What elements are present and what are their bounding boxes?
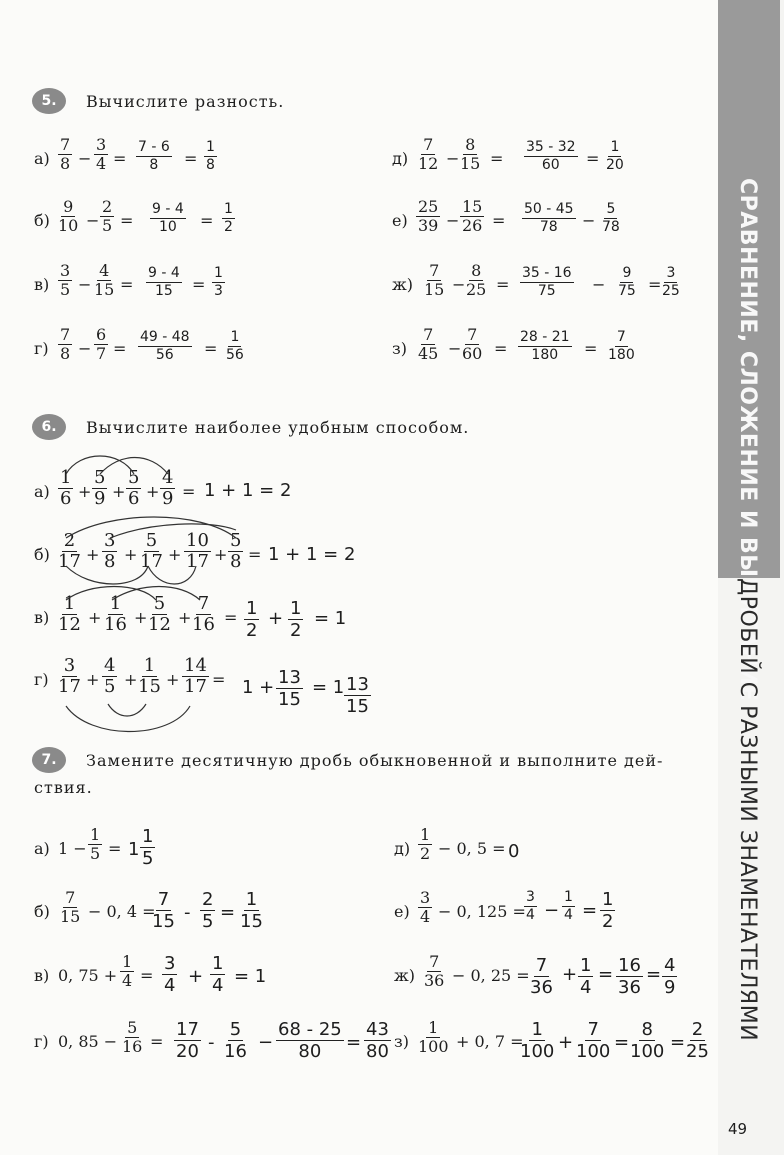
handwritten-answer: = 1 bbox=[314, 608, 347, 629]
fraction: $\frac{4}{9}$ bbox=[162, 467, 174, 509]
fraction: $\frac{7}{15}$ bbox=[424, 261, 445, 299]
fraction: $\frac{3}{5}$ bbox=[60, 261, 71, 299]
handwritten-fraction: $\frac{9}{75}$ bbox=[618, 265, 636, 299]
task-5-badge: 5. bbox=[32, 88, 66, 114]
handwritten-result: $\frac{1}{3}$ bbox=[214, 265, 223, 299]
fraction: $\frac{3}{8}$ bbox=[104, 530, 116, 572]
label: е) bbox=[394, 902, 410, 921]
handwritten-result: $\frac{43}{80}$ bbox=[366, 1019, 389, 1062]
label: в) bbox=[34, 966, 50, 985]
fraction: $\frac{7}{12}$ bbox=[418, 135, 439, 173]
fraction: $\frac{1}{2}$ bbox=[420, 825, 431, 863]
handwritten-fraction: $\frac{28 - 21}{180}$ bbox=[520, 329, 570, 363]
fraction: $\frac{7}{15}$ bbox=[60, 888, 81, 926]
fraction: $\frac{5}{16}$ bbox=[122, 1018, 143, 1056]
handwritten-fraction: $\frac{1}{2}$ bbox=[290, 598, 302, 641]
handwritten-result: $\frac{1}{2}$ bbox=[224, 201, 233, 235]
label: б) bbox=[34, 545, 50, 564]
label: ж) bbox=[394, 966, 415, 985]
fraction: $\frac{5}{12}$ bbox=[148, 593, 171, 635]
handwritten-fraction: $\frac{2}{5}$ bbox=[202, 889, 214, 932]
fraction: $\frac{7}{36}$ bbox=[424, 952, 445, 990]
handwritten-result: $\frac{2}{25}$ bbox=[686, 1019, 709, 1062]
label: з) bbox=[394, 1032, 409, 1051]
fraction: $\frac{7}{45}$ bbox=[418, 325, 439, 363]
handwritten-fraction: $\frac{35 - 16}{75}$ bbox=[522, 265, 572, 299]
label: д) bbox=[394, 839, 411, 858]
fraction: $\frac{15}{26}$ bbox=[462, 197, 483, 235]
label: д) bbox=[392, 149, 409, 168]
fraction: $\frac{2}{17}$ bbox=[58, 530, 81, 572]
handwritten-fraction: $\frac{17}{20}$ bbox=[176, 1019, 199, 1062]
fraction: $\frac{1}{4}$ bbox=[122, 952, 133, 990]
label: г) bbox=[34, 339, 49, 358]
label: г) bbox=[34, 670, 49, 689]
handwritten-fraction: $\frac{49 - 48}{56}$ bbox=[140, 329, 190, 363]
handwritten-result: $\frac{3}{25}$ bbox=[662, 265, 680, 299]
handwritten-result: $\frac{1}{20}$ bbox=[606, 139, 624, 173]
handwritten-fraction: $\frac{16}{36}$ bbox=[618, 955, 641, 998]
handwritten-result: $\frac{1}{2}$ bbox=[602, 889, 614, 932]
fraction: $\frac{7}{60}$ bbox=[462, 325, 483, 363]
handwritten-answer: 1 + 1 = 2 bbox=[204, 480, 292, 501]
handwritten-fraction: $\frac{1}{100}$ bbox=[520, 1019, 555, 1062]
handwritten-fraction: $\frac{1}{5}$ bbox=[142, 826, 154, 869]
handwritten-answer: 1 + 1 = 2 bbox=[268, 544, 356, 565]
label: г) bbox=[34, 1032, 49, 1051]
handwritten-whole: 1 + bbox=[242, 677, 275, 698]
handwritten-fraction: $\frac{50 - 45}{78}$ bbox=[524, 201, 574, 235]
fraction: $\frac{5}{9}$ bbox=[94, 467, 106, 509]
handwritten-fraction: $\frac{7}{15}$ bbox=[152, 889, 175, 932]
handwritten-result: $\frac{1}{8}$ bbox=[206, 139, 215, 173]
handwritten-fraction: $\frac{7}{100}$ bbox=[576, 1019, 611, 1062]
fraction: $\frac{3}{4}$ bbox=[420, 888, 431, 926]
fraction: $\frac{1}{16}$ bbox=[104, 593, 127, 635]
handwritten-fraction: $\frac{7}{36}$ bbox=[530, 955, 553, 998]
handwritten-result: $\frac{7}{180}$ bbox=[608, 329, 635, 363]
fraction: $\frac{7}{16}$ bbox=[192, 593, 215, 635]
handwritten-whole: 1 bbox=[128, 839, 140, 860]
handwritten-fraction: $\frac{1}{4}$ bbox=[564, 889, 573, 923]
fraction: $\frac{8}{25}$ bbox=[466, 261, 487, 299]
sidebar-title-bold: СРАВНЕНИЕ, СЛОЖЕНИЕ И ВЫЧИТАНИЕ bbox=[735, 178, 760, 702]
fraction: $\frac{8}{15}$ bbox=[460, 135, 481, 173]
fraction: $\frac{5}{17}$ bbox=[140, 530, 163, 572]
handwritten-result: $\frac{4}{9}$ bbox=[664, 955, 676, 998]
fraction: $\frac{3}{4}$ bbox=[96, 135, 107, 173]
handwritten-fraction: $\frac{9 - 4}{10}$ bbox=[152, 201, 184, 235]
label: б) bbox=[34, 211, 50, 230]
handwritten-fraction: $\frac{1}{4}$ bbox=[580, 955, 592, 998]
handwritten-answer: 0 bbox=[508, 841, 520, 862]
label: а) bbox=[34, 482, 50, 501]
fraction: $\frac{2}{5}$ bbox=[102, 197, 113, 235]
fraction: $\frac{1}{5}$ bbox=[90, 825, 101, 863]
handwritten-result: $\frac{1}{15}$ bbox=[240, 889, 263, 932]
fraction: $\frac{10}{17}$ bbox=[186, 530, 209, 572]
sidebar-title-regular: ДРОБЕЙ С РАЗНЫМИ ЗНАМЕНАТЕЛЯМИ bbox=[735, 578, 760, 1042]
fraction: $\frac{4}{5}$ bbox=[104, 655, 116, 697]
handwritten-fraction: $\frac{3}{4}$ bbox=[164, 953, 176, 996]
fraction: $\frac{1}{15}$ bbox=[138, 655, 161, 697]
handwritten-fraction: $\frac{3}{4}$ bbox=[526, 889, 535, 923]
handwritten-answer: = 1 bbox=[234, 966, 267, 987]
fraction: $\frac{7}{8}$ bbox=[60, 325, 71, 363]
task-6-badge: 6. bbox=[32, 414, 66, 440]
handwritten-fraction: $\frac{8}{100}$ bbox=[630, 1019, 665, 1062]
label: б) bbox=[34, 902, 50, 921]
page-number: 49 bbox=[728, 1120, 748, 1138]
label: з) bbox=[392, 339, 407, 358]
fraction: $\frac{25}{39}$ bbox=[418, 197, 439, 235]
label: в) bbox=[34, 608, 50, 627]
task-7-text-line2: ствия. bbox=[34, 778, 93, 797]
task-5-text: Вычислите разность. bbox=[86, 92, 285, 111]
label: а) bbox=[34, 839, 50, 858]
handwritten-mixed-whole: = 1 bbox=[312, 677, 345, 698]
fraction: $\frac{5}{8}$ bbox=[230, 530, 242, 572]
task-7-text-line1: Замените десятичную дробь обыкновенной и выполните дей- bbox=[86, 751, 664, 770]
fraction: $\frac{1}{100}$ bbox=[418, 1018, 449, 1056]
fraction: $\frac{9}{10}$ bbox=[58, 197, 79, 235]
label: в) bbox=[34, 275, 50, 294]
handwritten-fraction: $\frac{7 - 6}{8}$ bbox=[138, 139, 170, 173]
fraction: $\frac{3}{17}$ bbox=[58, 655, 81, 697]
handwritten-result: $\frac{5}{78}$ bbox=[602, 201, 620, 235]
handwritten-fraction: $\frac{9 - 4}{15}$ bbox=[148, 265, 180, 299]
label: а) bbox=[34, 149, 50, 168]
fraction: $\frac{7}{8}$ bbox=[60, 135, 71, 173]
label: ж) bbox=[392, 275, 413, 294]
handwritten-result: $\frac{1}{56}$ bbox=[226, 329, 244, 363]
handwritten-fraction: $\frac{1}{4}$ bbox=[212, 953, 224, 996]
handwritten-fraction: $\frac{13}{15}$ bbox=[346, 674, 369, 717]
fraction: $\frac{5}{6}$ bbox=[128, 467, 140, 509]
handwritten-fraction: $\frac{5}{16}$ bbox=[224, 1019, 247, 1062]
task-7-badge: 7. bbox=[32, 747, 66, 773]
handwritten-fraction: $\frac{35 - 32}{60}$ bbox=[526, 139, 576, 173]
handwritten-fraction: $\frac{68 - 25}{80}$ bbox=[278, 1019, 342, 1062]
fraction: $\frac{1}{6}$ bbox=[60, 467, 72, 509]
label: е) bbox=[392, 211, 408, 230]
fraction: $\frac{14}{17}$ bbox=[184, 655, 207, 697]
fraction: $\frac{1}{12}$ bbox=[58, 593, 81, 635]
task-6-text: Вычислите наиболее удобным способом. bbox=[86, 418, 470, 437]
handwritten-fraction: $\frac{1}{2}$ bbox=[246, 598, 258, 641]
fraction: $\frac{4}{15}$ bbox=[94, 261, 115, 299]
handwritten-fraction: $\frac{13}{15}$ bbox=[278, 667, 301, 710]
fraction: $\frac{6}{7}$ bbox=[96, 325, 107, 363]
